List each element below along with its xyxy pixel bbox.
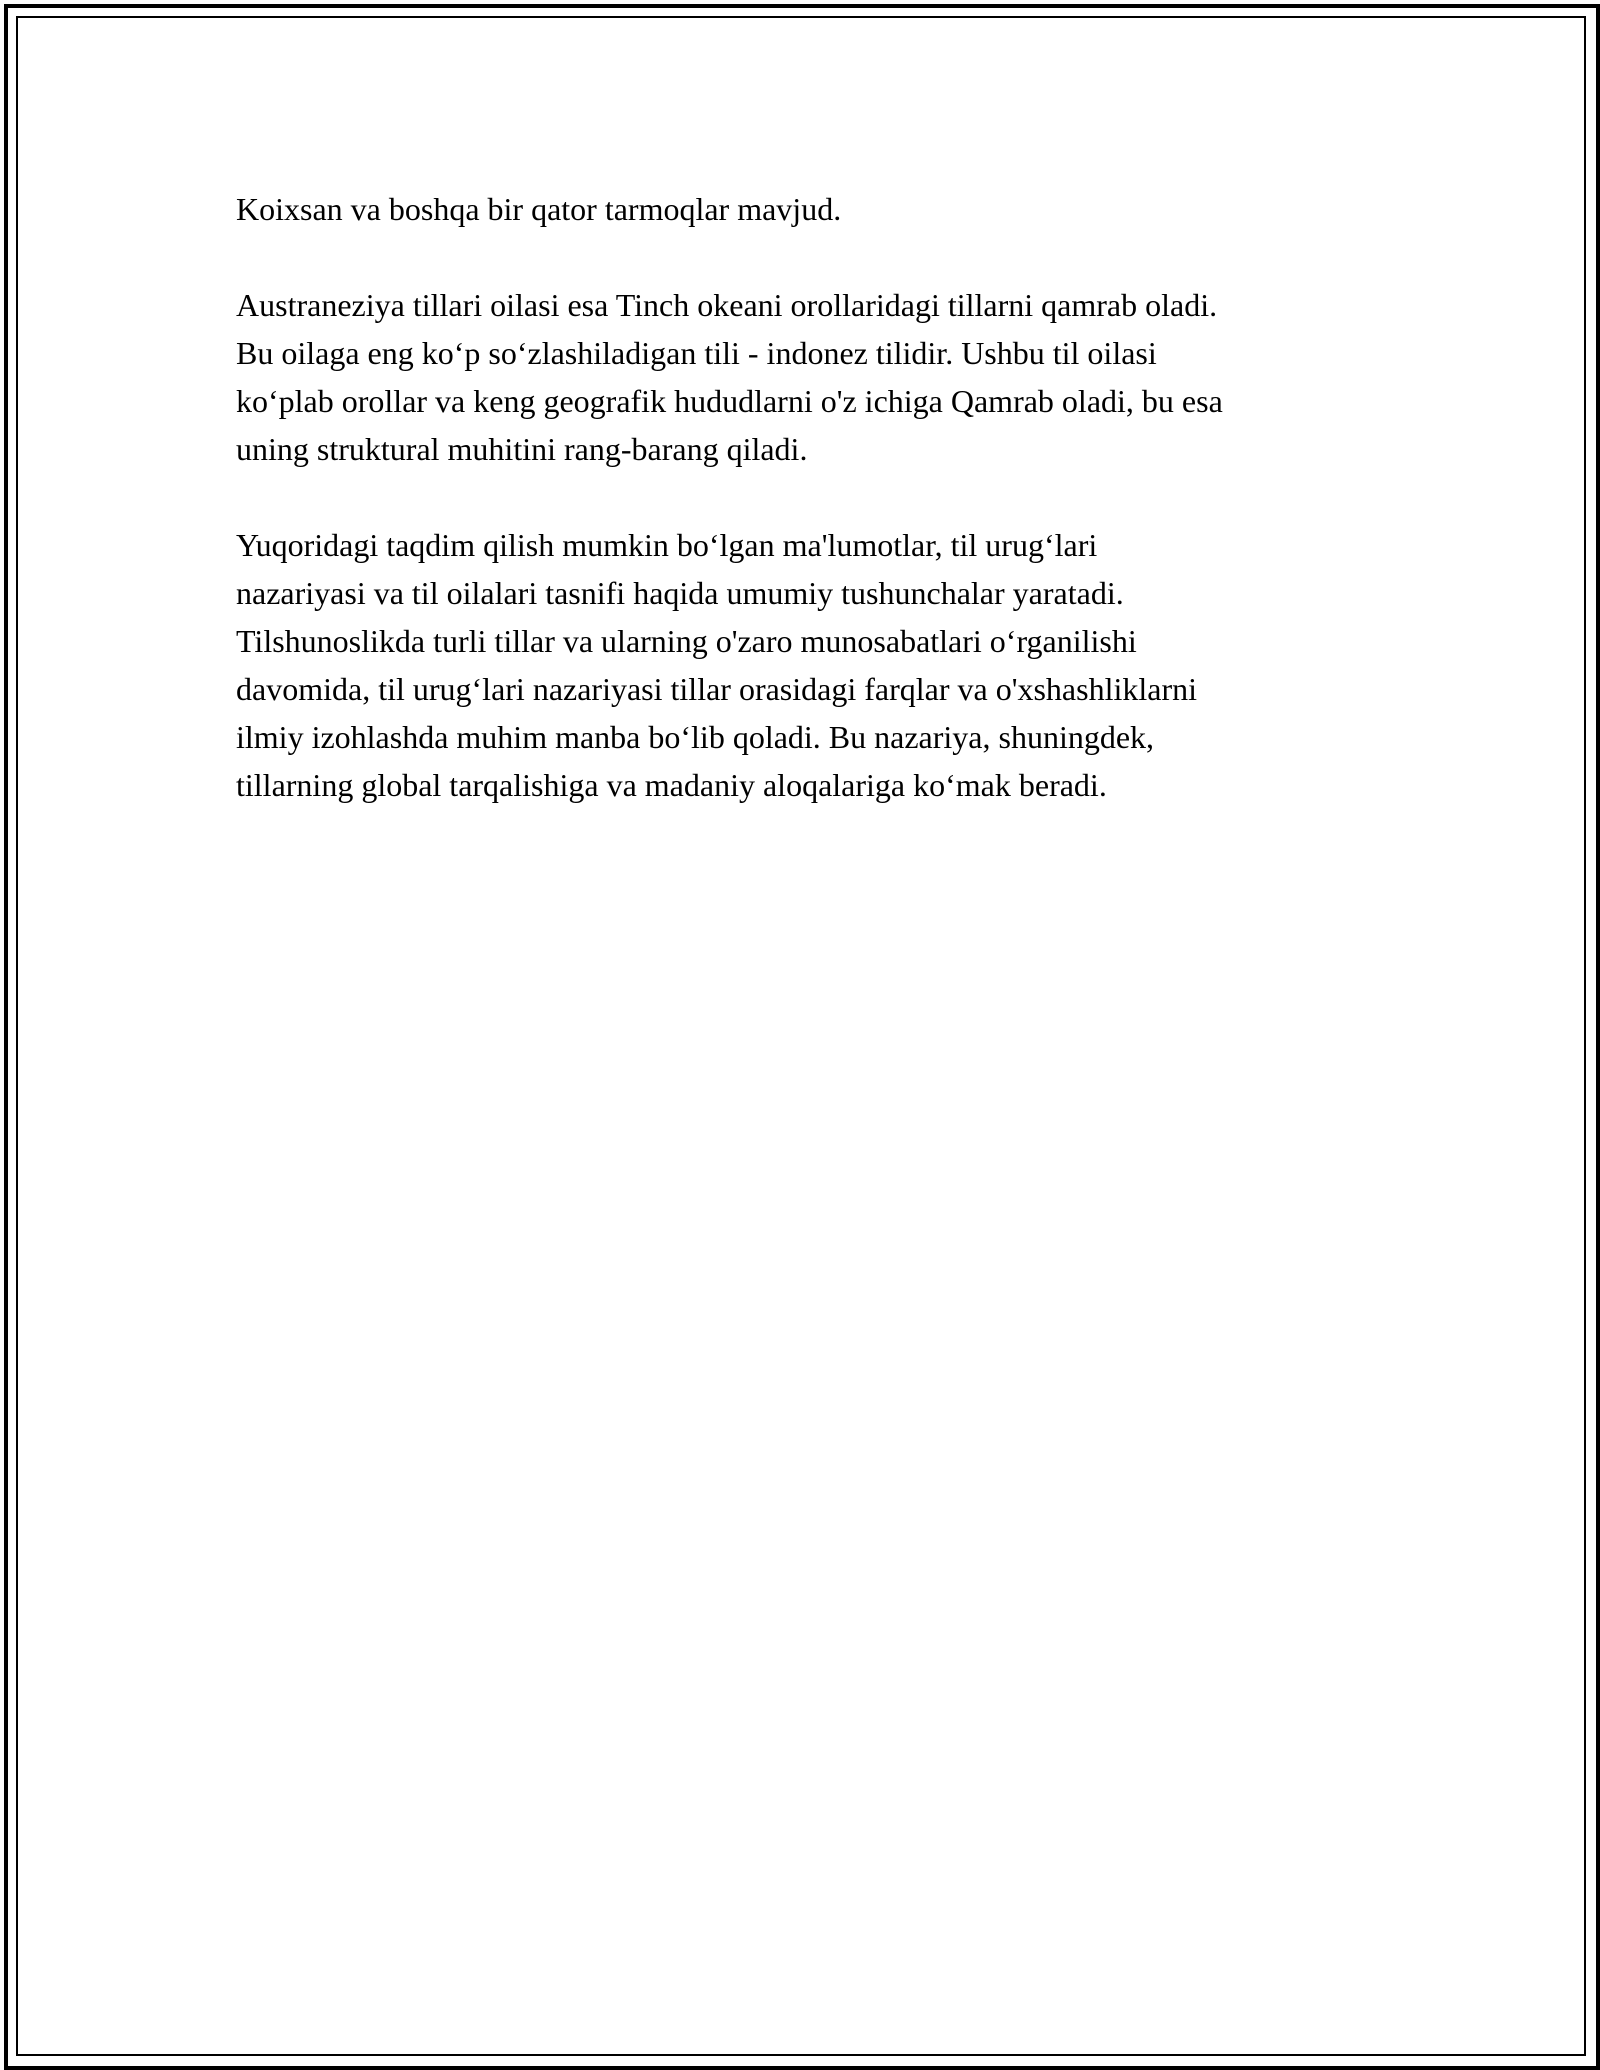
text-line: Koixsan va boshqa bir qator tarmoqlar mavjud. xyxy=(236,191,842,227)
text-line: Austraneziya tillari oilasi esa Tinch okeani orollaridagi tillarni qamrab oladi. xyxy=(236,287,1218,323)
text-line: Tilshunoslikda turli tillar va ularning o'zaro munosabatlari o‘rganilishi xyxy=(236,623,1137,659)
paragraph-3 xyxy=(236,521,1386,809)
text-line: Bu oilaga eng ko‘p so‘zlashiladigan tili - indonez tilidir. Ushbu til oilasi xyxy=(236,335,1157,371)
text-line: uning struktural muhitini rang-barang qiladi. xyxy=(236,431,808,467)
text-line: ko‘plab orollar va keng geografik hududlarni o'z ichiga Qamrab oladi, bu esa xyxy=(236,383,1223,419)
text-line: nazariyasi va til oilalari tasnifi haqida umumiy tushunchalar yaratadi. xyxy=(236,575,1124,611)
document-body xyxy=(236,185,1386,857)
paragraph-1 xyxy=(236,185,1386,233)
text-line: ilmiy izohlashda muhim manba bo‘lib qoladi. Bu nazariya, shuningdek, xyxy=(236,719,1155,755)
paragraph-2 xyxy=(236,281,1386,473)
text-line: Yuqoridagi taqdim qilish mumkin bo‘lgan ma'lumotlar, til urug‘lari xyxy=(236,527,1098,563)
text-line: tillarning global tarqalishiga va madaniy aloqalariga ko‘mak beradi. xyxy=(236,767,1107,803)
text-line: davomida, til urug‘lari nazariyasi tillar orasidagi farqlar va o'xshashliklarni xyxy=(236,671,1197,707)
